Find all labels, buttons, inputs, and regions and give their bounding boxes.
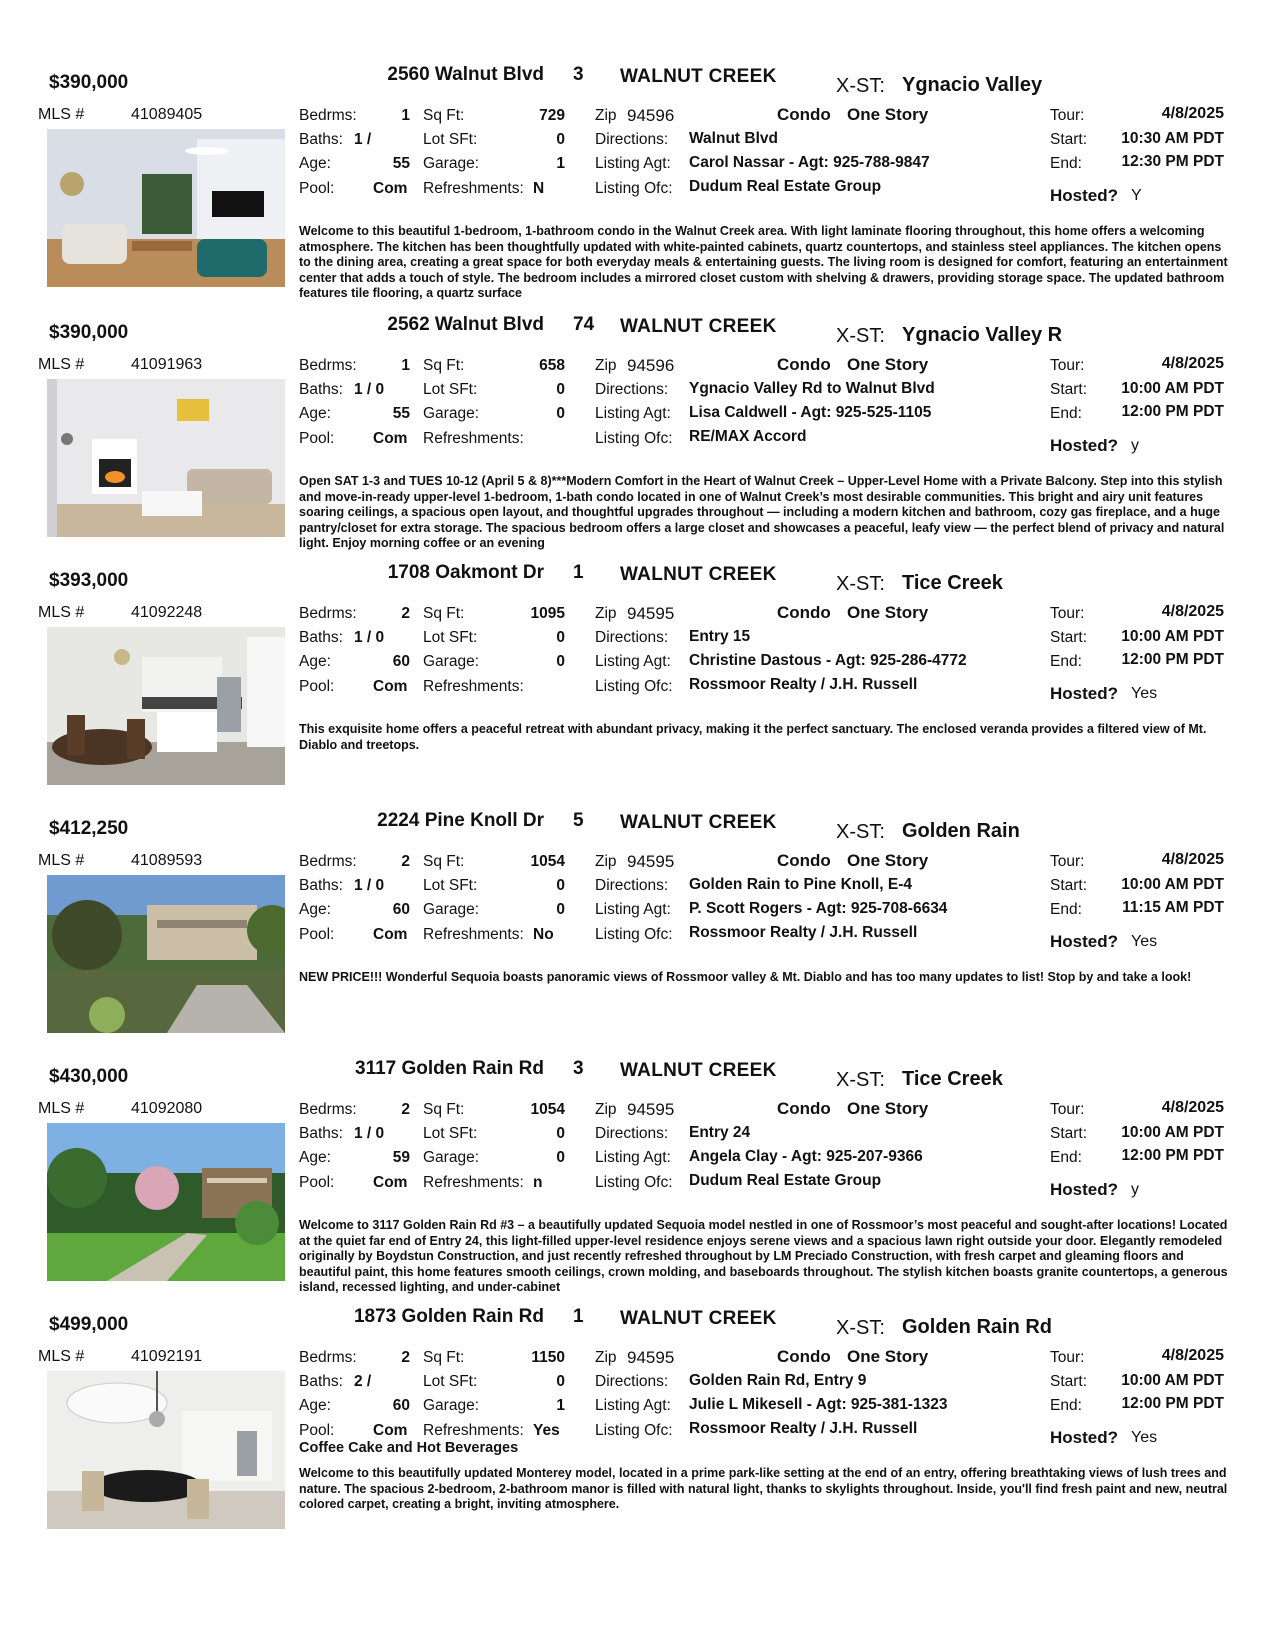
listing-unit: 3 bbox=[573, 64, 584, 85]
tour-label: Tour: bbox=[1050, 1101, 1085, 1118]
zip-label: Zip bbox=[595, 1349, 617, 1366]
lotsft-label: Lot SFt: bbox=[423, 629, 478, 646]
listing-city: WALNUT CREEK bbox=[620, 1308, 777, 1329]
listing-office: Dudum Real Estate Group bbox=[689, 178, 882, 195]
baths-value: 1 / 0 bbox=[354, 629, 385, 646]
listing-unit: 5 bbox=[573, 810, 584, 831]
sqft-value: 729 bbox=[539, 107, 565, 124]
mls-number: 41091963 bbox=[131, 356, 203, 373]
property-type: Condo bbox=[777, 1099, 831, 1118]
listing-price: $430,000 bbox=[49, 1066, 129, 1087]
stories: One Story bbox=[847, 355, 929, 374]
baths-label: Baths: bbox=[299, 131, 343, 148]
listing-agent-label: Listing Agt: bbox=[595, 155, 671, 172]
listing-agent: Julie L Mikesell - Agt: 925-381-1323 bbox=[689, 1396, 948, 1413]
garage-value: 0 bbox=[556, 405, 565, 422]
garage-value: 1 bbox=[556, 155, 565, 172]
tour-label: Tour: bbox=[1050, 605, 1085, 622]
directions-value: Entry 15 bbox=[689, 628, 751, 645]
tour-label: Tour: bbox=[1050, 107, 1085, 124]
listing-city: WALNUT CREEK bbox=[620, 316, 777, 337]
start-time: 10:00 AM PDT bbox=[1121, 628, 1224, 645]
listing-unit: 1 bbox=[573, 562, 584, 583]
refreshments-value: N bbox=[533, 180, 545, 197]
hosted-label: Hosted? bbox=[1050, 1428, 1118, 1447]
hosted-label: Hosted? bbox=[1050, 684, 1118, 703]
listing-office-label: Listing Ofc: bbox=[595, 1422, 673, 1439]
refreshments-label: Refreshments: bbox=[423, 926, 524, 943]
lotsft-label: Lot SFt: bbox=[423, 131, 478, 148]
zip-label: Zip bbox=[595, 605, 617, 622]
bedrms-label: Bedrms: bbox=[299, 605, 357, 622]
listing-office-label: Listing Ofc: bbox=[595, 926, 673, 943]
garage-label: Garage: bbox=[423, 155, 480, 172]
age-label: Age: bbox=[299, 1149, 331, 1166]
tour-date: 4/8/2025 bbox=[1161, 355, 1224, 372]
listing-agent: Lisa Caldwell - Agt: 925-525-1105 bbox=[689, 404, 932, 421]
pool-value: Com bbox=[373, 1422, 408, 1439]
start-time: 10:00 AM PDT bbox=[1121, 1124, 1224, 1141]
listing-office: Rossmoor Realty / J.H. Russell bbox=[689, 1420, 918, 1437]
listing-agent-label: Listing Agt: bbox=[595, 901, 671, 918]
listing-office-label: Listing Ofc: bbox=[595, 430, 673, 447]
listing-photo bbox=[47, 129, 285, 287]
stories: One Story bbox=[847, 603, 929, 622]
sqft-value: 1054 bbox=[530, 1101, 565, 1118]
bedrms-label: Bedrms: bbox=[299, 1349, 357, 1366]
zip-value: 94595 bbox=[627, 852, 675, 871]
pool-value: Com bbox=[373, 1174, 408, 1191]
bedrms-value: 2 bbox=[401, 605, 410, 622]
stories: One Story bbox=[847, 1099, 929, 1118]
bedrms-label: Bedrms: bbox=[299, 853, 357, 870]
pool-label: Pool: bbox=[299, 180, 335, 197]
listing-description: Welcome to this beautiful 1-bedroom, 1-bathroom condo in the Walnut Creek area. With light laminate flooring throughout, this home offers a welcoming atmosphere. The kitchen has been thoughtfully updated with white-painted cabinets, quartz countertops, and stainless steel appliances. The kitchen opens to the dining area, creating a great space for both everyday meals & entertaining guests. The living room is designed for comfort, featuring an entertainment center that adds a touch of style. The bedroom includes a mirrored closet custom with shelving & drawers, providing storage space. The updated bathroom features tile flooring, a quartz surface bbox=[299, 224, 1228, 301]
listing-price: $390,000 bbox=[49, 322, 129, 343]
sqft-label: Sq Ft: bbox=[423, 853, 465, 870]
end-time: 11:15 AM PDT bbox=[1122, 899, 1224, 916]
end-label: End: bbox=[1050, 1397, 1082, 1414]
tour-date: 4/8/2025 bbox=[1161, 105, 1224, 122]
lotsft-label: Lot SFt: bbox=[423, 381, 478, 398]
garage-label: Garage: bbox=[423, 1149, 480, 1166]
directions-label: Directions: bbox=[595, 877, 669, 894]
lotsft-value: 0 bbox=[556, 877, 565, 894]
listing-description: NEW PRICE!!! Wonderful Sequoia boasts panoramic views of Rossmoor valley & Mt. Diablo and has too many updates to list! Stop by and take a look! bbox=[299, 970, 1192, 984]
lotsft-label: Lot SFt: bbox=[423, 1373, 478, 1390]
mls-number: 41092248 bbox=[131, 604, 203, 621]
directions-label: Directions: bbox=[595, 629, 669, 646]
age-value: 59 bbox=[392, 1149, 410, 1166]
bedrms-value: 1 bbox=[401, 357, 410, 374]
listing-city: WALNUT CREEK bbox=[620, 66, 777, 87]
listing-unit: 1 bbox=[573, 1306, 584, 1327]
pool-value: Com bbox=[373, 678, 408, 695]
tour-date: 4/8/2025 bbox=[1161, 603, 1224, 620]
listing-unit: 74 bbox=[573, 314, 595, 335]
cross-street-label: X-ST: bbox=[836, 1317, 885, 1339]
tour-date: 4/8/2025 bbox=[1161, 851, 1224, 868]
property-type: Condo bbox=[777, 105, 831, 124]
directions-value: Entry 24 bbox=[689, 1124, 751, 1141]
age-value: 55 bbox=[392, 155, 410, 172]
hosted-value: Yes bbox=[1131, 685, 1158, 702]
lotsft-value: 0 bbox=[556, 1125, 565, 1142]
pool-label: Pool: bbox=[299, 1422, 335, 1439]
mls-number: 41092080 bbox=[131, 1100, 203, 1117]
listing-description: Welcome to this beautifully updated Monterey model, located in a prime park-like setting at the end of an entry, offering breathtaking views of lush trees and nature. The spacious 2-bedroom, 2-bathroom manor is filled with natural light, thanks to skylights throughout. Inside, you'll find fresh paint and new, neutral colored carpet, creating a bright, inviting atmosphere. bbox=[299, 1466, 1228, 1512]
listing-photo bbox=[47, 1371, 285, 1529]
start-label: Start: bbox=[1050, 1125, 1088, 1142]
directions-value: Golden Rain Rd, Entry 9 bbox=[689, 1372, 867, 1389]
start-time: 10:00 AM PDT bbox=[1121, 1372, 1224, 1389]
listing-price: $393,000 bbox=[49, 570, 129, 591]
zip-label: Zip bbox=[595, 357, 617, 374]
bedrms-label: Bedrms: bbox=[299, 107, 357, 124]
lotsft-label: Lot SFt: bbox=[423, 877, 478, 894]
zip-value: 94596 bbox=[627, 356, 675, 375]
directions-label: Directions: bbox=[595, 1125, 669, 1142]
cross-street: Tice Creek bbox=[902, 572, 1003, 594]
sqft-label: Sq Ft: bbox=[423, 605, 465, 622]
bedrms-value: 2 bbox=[401, 1349, 410, 1366]
zip-value: 94595 bbox=[627, 604, 675, 623]
garage-value: 0 bbox=[556, 901, 565, 918]
end-time: 12:00 PM PDT bbox=[1121, 651, 1224, 668]
zip-label: Zip bbox=[595, 107, 617, 124]
sqft-label: Sq Ft: bbox=[423, 1349, 465, 1366]
listing-agent: Angela Clay - Agt: 925-207-9366 bbox=[689, 1148, 923, 1165]
mls-label: MLS # bbox=[38, 604, 85, 621]
listing-address: 1708 Oakmont Dr bbox=[387, 562, 544, 583]
end-label: End: bbox=[1050, 653, 1082, 670]
pool-label: Pool: bbox=[299, 926, 335, 943]
mls-label: MLS # bbox=[38, 1100, 85, 1117]
end-time: 12:00 PM PDT bbox=[1121, 1395, 1224, 1412]
zip-label: Zip bbox=[595, 1101, 617, 1118]
listing-card bbox=[0, 60, 1275, 322]
zip-label: Zip bbox=[595, 853, 617, 870]
property-type: Condo bbox=[777, 603, 831, 622]
cross-street-label: X-ST: bbox=[836, 821, 885, 843]
listing-address: 3117 Golden Rain Rd bbox=[355, 1058, 544, 1079]
end-label: End: bbox=[1050, 901, 1082, 918]
end-label: End: bbox=[1050, 405, 1082, 422]
cross-street: Ygnacio Valley R bbox=[902, 324, 1063, 346]
mls-number: 41089593 bbox=[131, 852, 203, 869]
start-label: Start: bbox=[1050, 877, 1088, 894]
tour-date: 4/8/2025 bbox=[1161, 1347, 1224, 1364]
hosted-label: Hosted? bbox=[1050, 186, 1118, 205]
listing-unit: 3 bbox=[573, 1058, 584, 1079]
age-label: Age: bbox=[299, 1397, 331, 1414]
age-value: 60 bbox=[392, 653, 410, 670]
mls-label: MLS # bbox=[38, 852, 85, 869]
sqft-value: 1095 bbox=[530, 605, 565, 622]
stories: One Story bbox=[847, 1347, 929, 1366]
listing-city: WALNUT CREEK bbox=[620, 1060, 777, 1081]
sqft-value: 658 bbox=[539, 357, 565, 374]
hosted-value: Y bbox=[1131, 187, 1142, 204]
listing-card bbox=[0, 558, 1275, 820]
baths-label: Baths: bbox=[299, 381, 343, 398]
start-time: 10:00 AM PDT bbox=[1121, 380, 1224, 397]
bedrms-value: 2 bbox=[401, 1101, 410, 1118]
baths-value: 1 / 0 bbox=[354, 1125, 385, 1142]
garage-value: 0 bbox=[556, 1149, 565, 1166]
directions-label: Directions: bbox=[595, 381, 669, 398]
age-label: Age: bbox=[299, 405, 331, 422]
listing-office-label: Listing Ofc: bbox=[595, 1174, 673, 1191]
hosted-value: y bbox=[1131, 437, 1139, 454]
garage-value: 0 bbox=[556, 653, 565, 670]
directions-label: Directions: bbox=[595, 131, 669, 148]
tour-date: 4/8/2025 bbox=[1161, 1099, 1224, 1116]
listing-photo bbox=[47, 379, 285, 537]
baths-value: 1 / 0 bbox=[354, 877, 385, 894]
baths-value: 1 / bbox=[354, 131, 372, 148]
listing-photo bbox=[47, 627, 285, 785]
mls-number: 41089405 bbox=[131, 106, 203, 123]
age-value: 60 bbox=[392, 901, 410, 918]
lotsft-value: 0 bbox=[556, 629, 565, 646]
directions-value: Ygnacio Valley Rd to Walnut Blvd bbox=[689, 380, 935, 397]
age-value: 60 bbox=[392, 1397, 410, 1414]
listing-price: $390,000 bbox=[49, 72, 129, 93]
sqft-label: Sq Ft: bbox=[423, 1101, 465, 1118]
cross-street-label: X-ST: bbox=[836, 573, 885, 595]
property-type: Condo bbox=[777, 1347, 831, 1366]
listing-agent-label: Listing Agt: bbox=[595, 405, 671, 422]
stories: One Story bbox=[847, 851, 929, 870]
refreshment-note: Coffee Cake and Hot Beverages bbox=[299, 1440, 519, 1456]
property-type: Condo bbox=[777, 355, 831, 374]
listing-agent: P. Scott Rogers - Agt: 925-708-6634 bbox=[689, 900, 948, 917]
pool-value: Com bbox=[373, 926, 408, 943]
sqft-value: 1150 bbox=[531, 1349, 565, 1366]
listing-address: 2224 Pine Knoll Dr bbox=[377, 810, 544, 831]
garage-value: 1 bbox=[556, 1397, 565, 1414]
cross-street-label: X-ST: bbox=[836, 1069, 885, 1091]
lotsft-label: Lot SFt: bbox=[423, 1125, 478, 1142]
directions-value: Walnut Blvd bbox=[689, 130, 778, 147]
cross-street-label: X-ST: bbox=[836, 325, 885, 347]
listing-agent-label: Listing Agt: bbox=[595, 1397, 671, 1414]
baths-label: Baths: bbox=[299, 877, 343, 894]
baths-value: 2 / bbox=[354, 1373, 372, 1390]
cross-street: Golden Rain Rd bbox=[902, 1316, 1052, 1338]
sqft-label: Sq Ft: bbox=[423, 357, 465, 374]
cross-street-label: X-ST: bbox=[836, 75, 885, 97]
refreshments-label: Refreshments: bbox=[423, 1422, 524, 1439]
garage-label: Garage: bbox=[423, 653, 480, 670]
tour-label: Tour: bbox=[1050, 1349, 1085, 1366]
start-time: 10:00 AM PDT bbox=[1121, 876, 1224, 893]
listing-price: $412,250 bbox=[49, 818, 129, 839]
listing-agent-label: Listing Agt: bbox=[595, 653, 671, 670]
listing-office-label: Listing Ofc: bbox=[595, 678, 673, 695]
listing-price: $499,000 bbox=[49, 1314, 129, 1335]
sqft-value: 1054 bbox=[530, 853, 565, 870]
start-label: Start: bbox=[1050, 131, 1088, 148]
pool-value: Com bbox=[373, 180, 408, 197]
hosted-label: Hosted? bbox=[1050, 436, 1118, 455]
listing-description: Open SAT 1-3 and TUES 10-12 (April 5 & 8)***Modern Comfort in the Heart of Walnut Creek – Upper-Level Home with a Private Balcony. Step into this stylish and move-in-ready upper-level 1-bedroom, 1-bath condo located in one of Walnut Creek’s most desirable communities. This bright and airy unit features soaring ceilings, a spacious open layout, and thoughtful upgrades throughout — including a modern kitchen and bathroom, cozy gas fireplace, and a huge pantry/closet for extra storage. The spacious bedroom offers a large closet and showcases a peaceful, leafy view — the perfect blend of privacy and natural light. Enjoy morning coffee or an evening bbox=[299, 474, 1225, 551]
listing-card bbox=[0, 806, 1275, 1068]
hosted-value: Yes bbox=[1131, 933, 1158, 950]
listing-agent: Christine Dastous - Agt: 925-286-4772 bbox=[689, 652, 967, 669]
listing-agent-label: Listing Agt: bbox=[595, 1149, 671, 1166]
cross-street: Ygnacio Valley bbox=[902, 74, 1043, 96]
listing-city: WALNUT CREEK bbox=[620, 564, 777, 585]
end-time: 12:30 PM PDT bbox=[1121, 153, 1224, 170]
zip-value: 94595 bbox=[627, 1100, 675, 1119]
baths-label: Baths: bbox=[299, 1373, 343, 1390]
refreshments-value: Yes bbox=[533, 1422, 560, 1439]
garage-label: Garage: bbox=[423, 405, 480, 422]
age-label: Age: bbox=[299, 901, 331, 918]
directions-value: Golden Rain to Pine Knoll, E-4 bbox=[689, 876, 913, 893]
listing-card bbox=[0, 1302, 1275, 1564]
end-time: 12:00 PM PDT bbox=[1121, 1147, 1224, 1164]
listing-card bbox=[0, 310, 1275, 572]
tour-label: Tour: bbox=[1050, 357, 1085, 374]
hosted-label: Hosted? bbox=[1050, 1180, 1118, 1199]
end-label: End: bbox=[1050, 155, 1082, 172]
hosted-value: Yes bbox=[1131, 1429, 1158, 1446]
start-label: Start: bbox=[1050, 629, 1088, 646]
mls-label: MLS # bbox=[38, 1348, 85, 1365]
start-time: 10:30 AM PDT bbox=[1121, 130, 1224, 147]
tour-label: Tour: bbox=[1050, 853, 1085, 870]
listing-description: Welcome to 3117 Golden Rain Rd #3 – a beautifully updated Sequoia model nestled in one of Rossmoor’s most peaceful and sought-after locations! Located at the quiet far end of Entry 24, this light-filled upper-level residence enjoys serene views and a spacious lawn right outside your door. Elegantly remodeled originally by Boydstun Construction, and just recently refreshed throughout by LM Preciado Construction, with fresh carpet and gleaming floors and beautiful paint, this home features smooth ceilings, crown molding, and baseboards throughout. The stylish kitchen boasts granite countertops, a generous island, recessed lighting, and under-cabinet bbox=[299, 1218, 1228, 1295]
cross-street: Tice Creek bbox=[902, 1068, 1003, 1090]
end-time: 12:00 PM PDT bbox=[1121, 403, 1224, 420]
age-label: Age: bbox=[299, 653, 331, 670]
bedrms-label: Bedrms: bbox=[299, 357, 357, 374]
listing-photo bbox=[47, 875, 285, 1033]
zip-value: 94595 bbox=[627, 1348, 675, 1367]
pool-label: Pool: bbox=[299, 678, 335, 695]
mls-label: MLS # bbox=[38, 356, 85, 373]
sqft-label: Sq Ft: bbox=[423, 107, 465, 124]
listing-card bbox=[0, 1054, 1275, 1316]
start-label: Start: bbox=[1050, 1373, 1088, 1390]
listing-address: 2562 Walnut Blvd bbox=[387, 314, 544, 335]
garage-label: Garage: bbox=[423, 901, 480, 918]
zip-value: 94596 bbox=[627, 106, 675, 125]
bedrms-label: Bedrms: bbox=[299, 1101, 357, 1118]
listing-address: 1873 Golden Rain Rd bbox=[353, 1306, 544, 1327]
listing-office: Dudum Real Estate Group bbox=[689, 1172, 882, 1189]
listing-office: Rossmoor Realty / J.H. Russell bbox=[689, 924, 918, 941]
lotsft-value: 0 bbox=[556, 1373, 565, 1390]
listing-address: 2560 Walnut Blvd bbox=[387, 64, 544, 85]
garage-label: Garage: bbox=[423, 1397, 480, 1414]
start-label: Start: bbox=[1050, 381, 1088, 398]
listing-photo bbox=[47, 1123, 285, 1281]
baths-value: 1 / 0 bbox=[354, 381, 385, 398]
listing-office-label: Listing Ofc: bbox=[595, 180, 673, 197]
age-value: 55 bbox=[392, 405, 410, 422]
listing-city: WALNUT CREEK bbox=[620, 812, 777, 833]
bedrms-value: 2 bbox=[401, 853, 410, 870]
cross-street: Golden Rain bbox=[902, 820, 1020, 842]
bedrms-value: 1 bbox=[401, 107, 410, 124]
hosted-value: y bbox=[1131, 1181, 1139, 1198]
mls-number: 41092191 bbox=[131, 1348, 203, 1365]
pool-value: Com bbox=[373, 430, 408, 447]
listing-agent: Carol Nassar - Agt: 925-788-9847 bbox=[689, 154, 930, 171]
lotsft-value: 0 bbox=[556, 131, 565, 148]
lotsft-value: 0 bbox=[556, 381, 565, 398]
stories: One Story bbox=[847, 105, 929, 124]
property-type: Condo bbox=[777, 851, 831, 870]
directions-label: Directions: bbox=[595, 1373, 669, 1390]
listing-office: RE/MAX Accord bbox=[689, 428, 807, 445]
pool-label: Pool: bbox=[299, 1174, 335, 1191]
end-label: End: bbox=[1050, 1149, 1082, 1166]
baths-label: Baths: bbox=[299, 629, 343, 646]
refreshments-label: Refreshments: bbox=[423, 678, 524, 695]
age-label: Age: bbox=[299, 155, 331, 172]
refreshments-label: Refreshments: bbox=[423, 1174, 524, 1191]
listing-description: This exquisite home offers a peaceful retreat with abundant privacy, making it the perfect sanctuary. The enclosed veranda provides a filtered view of Mt. Diablo and treetops. bbox=[299, 722, 1207, 752]
hosted-label: Hosted? bbox=[1050, 932, 1118, 951]
refreshments-value: n bbox=[533, 1174, 543, 1191]
mls-label: MLS # bbox=[38, 106, 85, 123]
refreshments-value: No bbox=[533, 926, 554, 943]
refreshments-label: Refreshments: bbox=[423, 180, 524, 197]
listing-office: Rossmoor Realty / J.H. Russell bbox=[689, 676, 918, 693]
refreshments-label: Refreshments: bbox=[423, 430, 524, 447]
baths-label: Baths: bbox=[299, 1125, 343, 1142]
pool-label: Pool: bbox=[299, 430, 335, 447]
